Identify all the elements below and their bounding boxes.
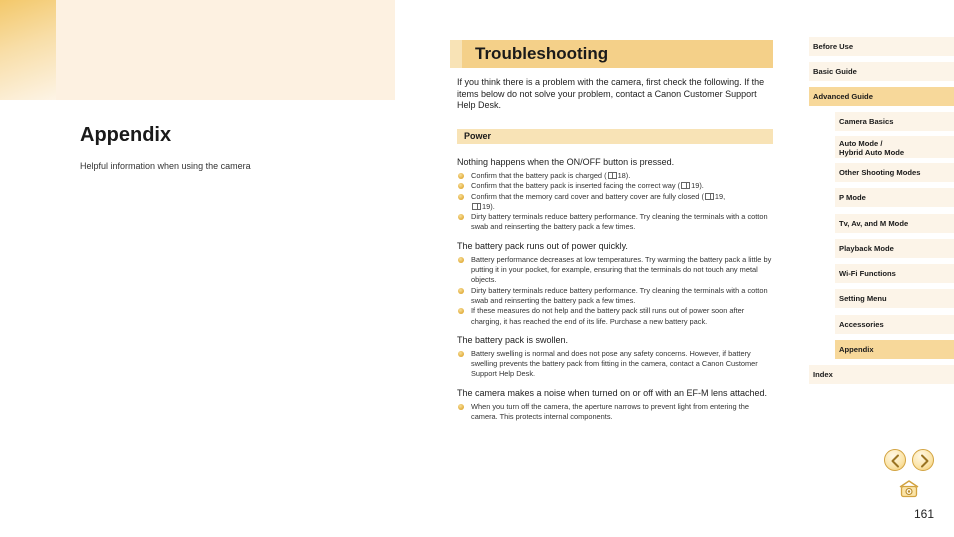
prev-page-button[interactable]: [884, 449, 906, 471]
problem-item: [457, 388, 775, 423]
nav-before-use[interactable]: Before Use: [809, 37, 954, 56]
nav-advanced-guide[interactable]: Advanced Guide: [809, 87, 954, 106]
solution-item: If these measures do not help and the battery pack still runs out of power soon after charging, it has reached the end of its life. Purchase a new battery pack.: [457, 306, 775, 327]
nav-auto-mode[interactable]: [835, 136, 954, 158]
page-ref-link[interactable]: 19: [704, 192, 723, 201]
nav-setting-menu[interactable]: Setting Menu: [835, 289, 954, 308]
chevron-left-icon: [885, 450, 907, 472]
nav-playback-mode[interactable]: Playback Mode: [835, 239, 954, 258]
problem-list: [457, 157, 775, 430]
solution-item: Confirm that the memory card cover and battery cover are fully closed ( 19, 19).: [457, 192, 775, 213]
problem-title: The camera makes a noise when turned on or off with an EF-M lens attached.: [457, 387, 767, 398]
book-icon: [705, 193, 714, 200]
page-title: Troubleshooting: [475, 44, 609, 63]
problem-title: The battery pack is swollen.: [457, 334, 569, 345]
solution-item: When you turn off the camera, the aperture narrows to prevent light from entering the camera. This protects internal components.: [457, 402, 775, 423]
nav-index[interactable]: Index: [809, 365, 954, 384]
book-icon: [472, 203, 481, 210]
nav-camera-basics[interactable]: Camera Basics: [835, 112, 954, 131]
nav-accessories[interactable]: Accessories: [835, 315, 954, 334]
next-page-button[interactable]: [912, 449, 934, 471]
home-button[interactable]: [898, 479, 920, 498]
nav-auto-mode-line2: Hybrid Auto Mode: [839, 148, 905, 157]
problem-title: Nothing happens when the ON/OFF button is pressed.: [457, 157, 675, 167]
nav-basic-guide[interactable]: Basic Guide: [809, 62, 954, 81]
solution-item: Confirm that the battery pack is charged ( 18).: [457, 171, 775, 181]
bullet-icon: [458, 351, 464, 357]
section-title: Appendix: [80, 124, 172, 146]
bullet-icon: [458, 308, 464, 314]
bullet-icon: [458, 194, 464, 200]
solution-item: Dirty battery terminals reduce battery performance. Try cleaning the terminals with a cotton swab and reinserting the battery pack a few times.: [457, 212, 775, 233]
home-icon: [898, 479, 920, 498]
solution-item: Battery swelling is normal and does not pose any safety concerns. However, if battery swelling prevents the battery pack from fitting in the camera, contact a Canon Customer Support Help Desk.: [457, 349, 775, 380]
subheading: Power: [464, 131, 492, 141]
page-number: 161: [914, 507, 935, 521]
header-panel: [56, 0, 395, 100]
chevron-right-icon: [913, 450, 935, 472]
page-heading-bar: [450, 40, 773, 68]
bullet-icon: [458, 257, 464, 263]
nav-other-shooting-modes[interactable]: Other Shooting Modes: [835, 163, 954, 182]
nav-tv-av-m-mode[interactable]: Tv, Av, and M Mode: [835, 214, 954, 233]
bullet-icon: [458, 214, 464, 220]
problem-item: [457, 335, 775, 380]
intro-text: If you think there is a problem with the camera, first check the following. If the items below do not solve your problem, contact a Canon Customer Support Help Desk.: [457, 77, 765, 110]
bullet-icon: [458, 183, 464, 189]
subheading-bar: [457, 129, 773, 144]
solution-item: Battery performance decreases at low temperatures. Try warming the battery pack a little by putting it in your pocket, for example, ensuring that the terminals do not touch any metal objects.: [457, 255, 775, 286]
problem-title: The battery pack runs out of power quickly.: [457, 240, 628, 251]
section-subtitle: Helpful information when using the camera: [80, 161, 251, 171]
page-ref-link[interactable]: 19: [471, 202, 490, 211]
problem-item: [457, 241, 775, 327]
book-icon: [681, 182, 690, 189]
corner-decoration: [0, 0, 56, 100]
book-icon: [608, 172, 617, 179]
nav-p-mode[interactable]: P Mode: [835, 188, 954, 207]
nav-auto-mode-line1: Auto Mode /: [839, 139, 883, 148]
bullet-icon: [458, 404, 464, 410]
nav-wifi-functions[interactable]: Wi-Fi Functions: [835, 264, 954, 283]
problem-item: [457, 157, 775, 233]
page-ref-link[interactable]: 19: [680, 181, 699, 190]
page-ref-link[interactable]: 18: [607, 171, 626, 180]
bullet-icon: [458, 173, 464, 179]
nav-appendix[interactable]: Appendix: [835, 340, 954, 359]
solution-item: Dirty battery terminals reduce battery performance. Try cleaning the terminals with a cotton swab and reinserting the battery pack a few times.: [457, 286, 775, 307]
solution-item: Confirm that the battery pack is inserted facing the correct way ( 19).: [457, 181, 775, 191]
bullet-icon: [458, 288, 464, 294]
